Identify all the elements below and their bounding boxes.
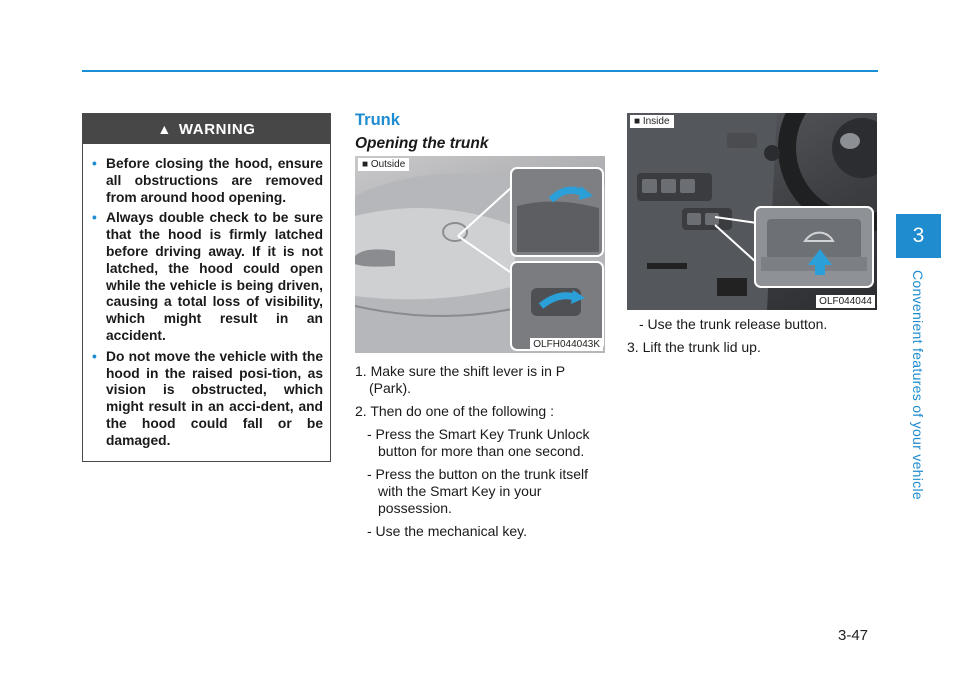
warning-title: WARNING	[178, 120, 256, 138]
section-title: Trunk	[355, 111, 400, 129]
option-item: - Use the mechanical key.	[367, 523, 528, 539]
option-item: - Use the trunk release button.	[639, 316, 828, 332]
option-item: - Press the Smart Key Trunk Unlock button for more than one second.	[367, 426, 590, 459]
steps-list	[355, 363, 605, 546]
bullet-icon: •	[92, 210, 97, 226]
figure-outside	[355, 156, 605, 353]
steps-list-continued	[627, 316, 877, 362]
figure-code: OLF044044	[816, 295, 875, 308]
chapter-tab: 3	[896, 214, 941, 258]
warning-item: • Do not move the vehicle with the hood in the raised posi-tion, as vision is obstructed, which might result in an acci-dent, and the hood could fall or be damaged.	[92, 348, 323, 448]
step-2: 2. Then do one of the following :	[355, 403, 554, 419]
subsection-title: Opening the trunk	[355, 135, 489, 152]
dashboard-illustration	[627, 113, 877, 310]
header-rule	[82, 70, 878, 72]
option-item: - Press the button on the trunk itself with the Smart Key in your possession.	[367, 466, 589, 516]
figure-label: ■ Inside	[630, 115, 674, 128]
page-number: 3-47	[838, 627, 869, 644]
warning-header	[83, 114, 330, 144]
warning-item: • Always double check to be sure that the hood is firmly latched before driving away. If it is not latched, the hood could open while the vehicle is being driven, causing a total loss of visibility, which might result in an accident.	[92, 210, 323, 343]
car-rear-illustration	[355, 156, 605, 353]
bullet-icon: •	[92, 156, 97, 171]
bullet-icon: •	[92, 348, 97, 364]
figure-label: ■ Outside	[358, 158, 409, 171]
figure-code: OLFH044043K	[530, 338, 603, 351]
warning-box	[82, 113, 331, 462]
step-1: 1. Make sure the shift lever is in P (Park).	[355, 363, 565, 396]
warning-list	[83, 144, 330, 450]
step-3: 3. Lift the trunk lid up.	[627, 339, 761, 355]
figure-inside	[627, 113, 877, 310]
warning-item: • Before closing the hood, ensure all obstructions are removed from around hood opening.	[92, 156, 323, 205]
chapter-title: Convenient features of your vehicle	[910, 270, 926, 500]
warning-triangle-icon: ▲	[157, 121, 172, 137]
